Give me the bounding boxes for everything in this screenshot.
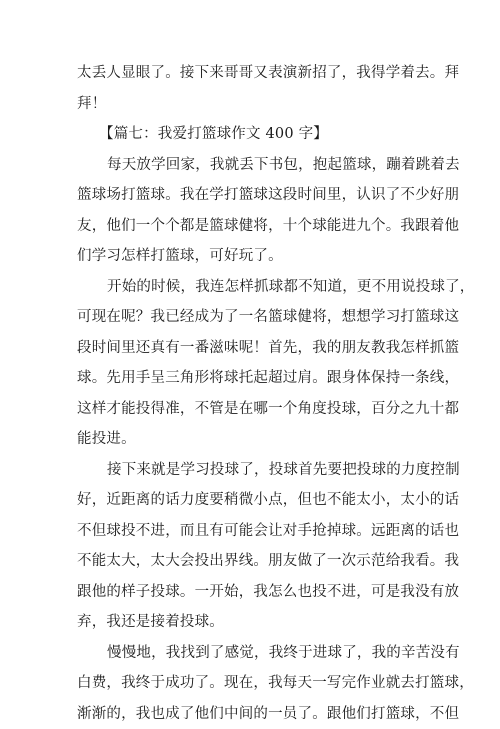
text-line: 们学习怎样打篮球，可好玩了。 [77, 241, 427, 272]
text-line: 球。先用手呈三角形将球托起超过肩。跟身体保持一条线， [77, 363, 427, 394]
text-line: 能投进。 [77, 424, 427, 455]
text-line: 跟他的样子投球。一开始，我怎么也投不进，可是我没有放 [77, 577, 427, 608]
text-line: 弃，我还是接着投球。 [77, 607, 427, 638]
text-line: 可现在呢？我已经成为了一名篮球健将，想想学习打篮球这 [77, 302, 427, 333]
text-line: 拜！ [77, 89, 427, 120]
paragraph-first-line: 慢慢地，我找到了感觉，我终于进球了，我的辛苦没有 [77, 638, 427, 669]
text-line: 段时间里还真有一番滋味呢！首先，我的朋友教我怎样抓篮 [77, 333, 427, 364]
text-line: 白费，我终于成功了。现在，我每天一写完作业就去打篮球， [77, 668, 427, 699]
paragraph-first-line: 每天放学回家，我就丢下书包，抱起篮球，蹦着跳着去 [77, 150, 427, 181]
text-line: 太丢人显眼了。接下来哥哥又表演新招了，我得学着去。拜 [77, 58, 427, 89]
text-line: 好，近距离的话力度要稍微小点，但也不能太小，太小的话 [77, 485, 427, 516]
paragraph-first-line: 开始的时候，我连怎样抓球都不知道，更不用说投球了， [77, 272, 427, 303]
text-line: 不能太大，太大会投出界线。朋友做了一次示范给我看。我 [77, 546, 427, 577]
text-line: 这样才能投得准，不管是在哪一个角度投球，百分之九十都 [77, 394, 427, 425]
text-line: 友，他们一个个都是篮球健将，十个球能进九个。我跟着他 [77, 211, 427, 242]
text-line: 篮球场打篮球。我在学打篮球这段时间里，认识了不少好朋 [77, 180, 427, 211]
text-line: 不但球投不进，而且有可能会让对手抢掉球。远距离的话也 [77, 516, 427, 547]
text-line: 渐渐的，我也成了他们中间的一员了。跟他们打篮球，不但 [77, 699, 427, 729]
paragraph-first-line: 接下来就是学习投球了，投球首先要把投球的力度控制 [77, 455, 427, 486]
section-heading: 【篇七：我爱打篮球作文 400 字】 [77, 119, 427, 150]
document-body [77, 58, 427, 729]
